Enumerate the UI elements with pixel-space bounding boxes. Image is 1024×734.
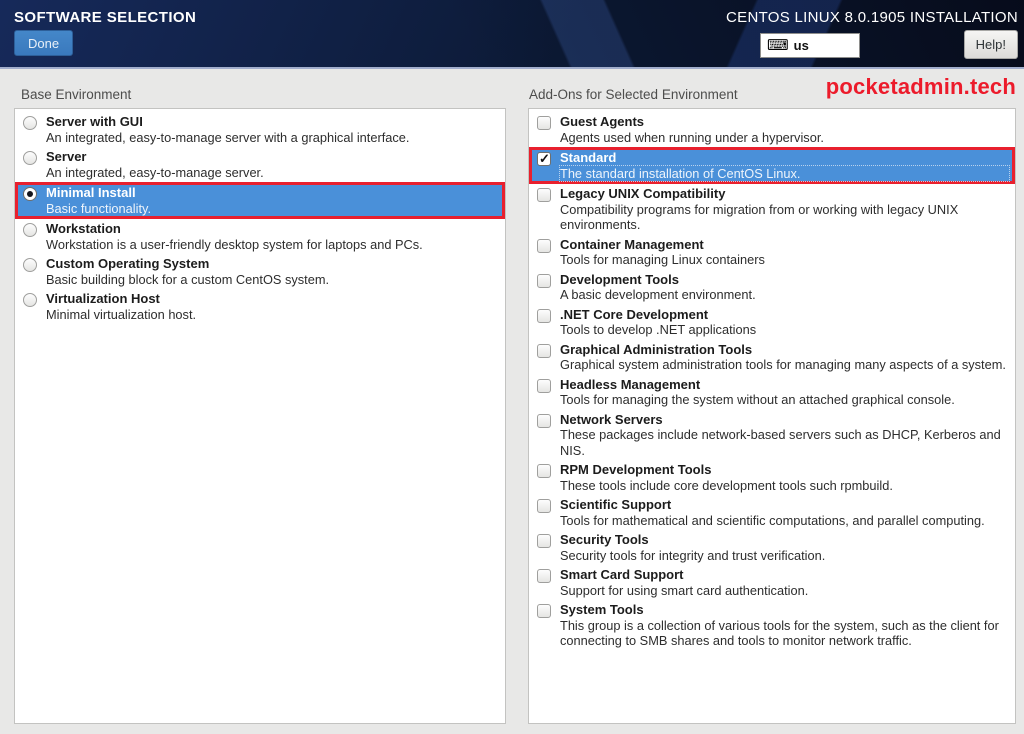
option-title: Headless Management — [560, 376, 701, 392]
base-env-option-virtualization-host[interactable] — [15, 289, 505, 324]
watermark-text: pocketadmin.tech — [825, 74, 1016, 99]
option-description: These packages include network-based servers such as DHCP, Kerberos and NIS. — [560, 427, 1001, 458]
keyboard-icon: ⌨ — [767, 37, 789, 54]
option-description: Tools for mathematical and scientific computations, and parallel computing. — [560, 512, 985, 528]
option-description: Workstation is a user-friendly desktop system for laptops and PCs. — [46, 236, 423, 252]
option-description: Tools to develop .NET applications — [560, 322, 757, 337]
option-text — [560, 342, 1009, 373]
option-description: Basic functionality. — [46, 200, 152, 216]
option-title: Scientific Support — [560, 497, 672, 512]
addon-option-standard[interactable] — [529, 147, 1015, 184]
page-title: SOFTWARE SELECTION — [14, 9, 197, 26]
option-description: A basic development environment. — [560, 287, 756, 302]
option-description: An integrated, easy-to-manage server with a graphical interface. — [46, 129, 410, 145]
option-title: Development Tools — [560, 271, 679, 287]
option-description: This group is a collection of various tools for the system, such as the client for connecting to SMB shares and tools to monitor network traffic. — [560, 617, 999, 648]
checkbox-icon[interactable] — [537, 464, 551, 478]
addon-option-guest-agents[interactable] — [529, 112, 1015, 147]
option-description: Security tools for integrity and trust verification. — [560, 547, 826, 563]
base-env-option-workstation[interactable] — [15, 219, 505, 254]
keyboard-layout-indicator[interactable] — [760, 33, 860, 58]
option-title: .NET Core Development — [560, 306, 709, 322]
option-text — [46, 221, 499, 252]
checkbox-icon[interactable] — [537, 309, 551, 323]
option-text — [560, 237, 1009, 268]
checkbox-icon[interactable] — [537, 534, 551, 548]
addon-option-graphical-administration-tools[interactable] — [529, 340, 1015, 375]
option-text — [560, 114, 1009, 145]
addon-option-smart-card-support[interactable] — [529, 565, 1015, 600]
option-title: Graphical Administration Tools — [560, 341, 753, 357]
option-title: Server — [46, 149, 87, 164]
option-description: Graphical system administration tools for managing many aspects of a system. — [560, 357, 1006, 372]
addon-option-network-servers[interactable] — [529, 410, 1015, 461]
option-text — [560, 377, 1009, 408]
base-env-option-server-with-gui[interactable] — [15, 112, 505, 147]
addon-option-net-core-development[interactable] — [529, 305, 1015, 340]
option-title: Security Tools — [560, 532, 649, 547]
option-description: The standard installation of CentOS Linux. — [560, 166, 1009, 182]
radio-icon[interactable] — [23, 223, 37, 237]
addon-option-development-tools[interactable] — [529, 270, 1015, 305]
option-text — [46, 149, 499, 180]
option-text — [46, 185, 499, 216]
option-text — [560, 532, 1009, 563]
option-text — [560, 307, 1009, 338]
keyboard-layout-label: us — [793, 38, 809, 53]
option-description: Minimal virtualization host. — [46, 306, 197, 322]
option-title: Standard — [560, 150, 617, 165]
option-description: Compatibility programs for migration from or working with legacy UNIX environments. — [560, 201, 959, 232]
addon-option-legacy-unix-compatibility[interactable] — [529, 184, 1015, 235]
option-text — [560, 462, 1009, 493]
option-title: Container Management — [560, 236, 704, 252]
option-title: Network Servers — [560, 411, 663, 427]
checkbox-icon[interactable] — [537, 569, 551, 583]
installation-title: CENTOS LINUX 8.0.1905 INSTALLATION — [726, 9, 1018, 26]
option-title: Guest Agents — [560, 114, 645, 129]
addon-option-scientific-support[interactable] — [529, 495, 1015, 530]
checkbox-icon[interactable] — [537, 344, 551, 358]
base-environment-label: Base Environment — [21, 87, 132, 102]
checkbox-icon[interactable] — [537, 188, 551, 202]
addons-label: Add-Ons for Selected Environment — [529, 87, 738, 102]
option-title: Server with GUI — [46, 114, 143, 129]
base-env-option-minimal-install[interactable] — [15, 182, 505, 219]
addon-option-security-tools[interactable] — [529, 530, 1015, 565]
option-title: Minimal Install — [46, 185, 136, 200]
radio-icon[interactable] — [23, 293, 37, 307]
checkbox-icon[interactable] — [537, 414, 551, 428]
option-text — [560, 602, 1009, 649]
checkbox-icon[interactable] — [537, 379, 551, 393]
option-title: RPM Development Tools — [560, 462, 712, 477]
option-text — [46, 114, 499, 145]
option-text — [46, 291, 499, 322]
checkbox-icon[interactable] — [537, 274, 551, 288]
radio-icon[interactable] — [23, 187, 37, 201]
checkbox-icon[interactable] — [537, 152, 551, 166]
option-description: Support for using smart card authentication. — [560, 582, 809, 598]
checkbox-icon[interactable] — [537, 239, 551, 253]
option-description: Tools for managing the system without an attached graphical console. — [560, 392, 955, 407]
option-description: An integrated, easy-to-manage server. — [46, 164, 264, 180]
base-environment-panel — [14, 108, 506, 724]
option-description: These tools include core development tools such rpmbuild. — [560, 477, 893, 493]
option-text — [560, 272, 1009, 303]
radio-icon[interactable] — [23, 258, 37, 272]
help-button[interactable]: Help! — [964, 30, 1018, 59]
option-title: Custom Operating System — [46, 256, 210, 271]
radio-icon[interactable] — [23, 116, 37, 130]
option-text — [560, 412, 1009, 459]
checkbox-icon[interactable] — [537, 499, 551, 513]
option-title: Smart Card Support — [560, 567, 684, 582]
addon-option-system-tools[interactable] — [529, 600, 1015, 651]
addon-option-rpm-development-tools[interactable] — [529, 460, 1015, 495]
option-description: Tools for managing Linux containers — [560, 252, 765, 267]
option-description: Basic building block for a custom CentOS system. — [46, 271, 330, 287]
base-env-option-custom-operating-system[interactable] — [15, 254, 505, 289]
option-title: Workstation — [46, 221, 121, 236]
option-text — [560, 186, 1009, 233]
addons-panel — [528, 108, 1016, 724]
option-title: System Tools — [560, 602, 644, 617]
option-description: Agents used when running under a hypervisor. — [560, 129, 824, 145]
option-title: Legacy UNIX Compatibility — [560, 186, 726, 201]
addon-option-headless-management[interactable] — [529, 375, 1015, 410]
option-text — [560, 497, 1009, 528]
checkbox-icon[interactable] — [537, 604, 551, 618]
option-text — [560, 150, 1009, 181]
checkbox-icon[interactable] — [537, 116, 551, 130]
option-text — [46, 256, 499, 287]
option-text — [560, 567, 1009, 598]
base-env-option-server[interactable] — [15, 147, 505, 182]
option-title: Virtualization Host — [46, 291, 160, 306]
installer-header — [0, 0, 1024, 69]
addon-option-container-management[interactable] — [529, 235, 1015, 270]
radio-icon[interactable] — [23, 151, 37, 165]
done-button[interactable]: Done — [14, 30, 73, 56]
